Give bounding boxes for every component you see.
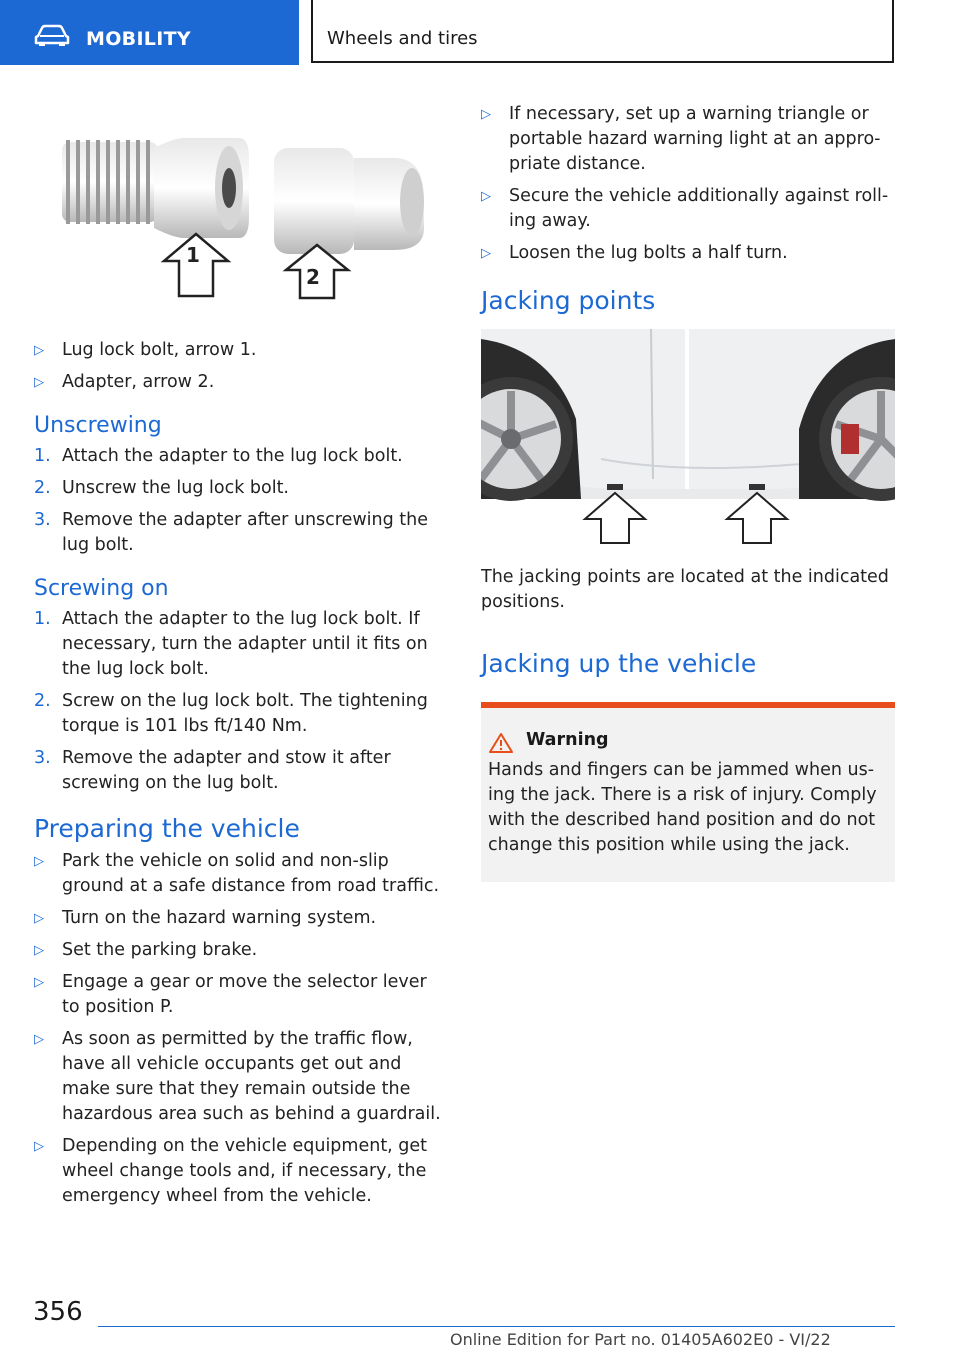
arrow-1 (164, 234, 228, 296)
heading-jacking-up: Jacking up the vehicle (481, 649, 757, 678)
list-item: ▷ Depending on the vehicle equipment, get wheel change tools and, if necessary, the emergency wheel from the vehicle. (34, 1136, 428, 1206)
bolt-thread (62, 140, 158, 224)
chapter-title: Wheels and tires (327, 28, 478, 49)
heading-preparing-vehicle: Preparing the vehicle (34, 814, 300, 843)
list-item: ▷ If necessary, set up a warning triangle or portable hazard warning light at an appro‐priate distance. (481, 104, 881, 174)
list-item: ▷ As soon as permitted by the traffic flow, have all vehicle occupants get out and make sure that they remain outside the hazardous area such as behind a guardrail. (34, 1029, 441, 1124)
list-item: ▷ Turn on the hazard warning system. (34, 908, 377, 928)
unscrewing-steps (34, 444, 448, 558)
step: 1. Attach the adapter to the lug lock bolt. If necessary, turn the adapter until it fits on the lug lock bolt. (34, 609, 428, 679)
list-item: ▷ Adapter, arrow 2. (34, 372, 215, 392)
heading-jacking-points: Jacking points (481, 286, 656, 315)
list-item: ▷ Loosen the lug bolts a half turn. (481, 243, 788, 263)
chapter-header (311, 0, 894, 63)
adapter (274, 148, 424, 254)
warning-triangle-icon (488, 732, 514, 754)
preparing-list (34, 849, 448, 1209)
step: 2. Unscrew the lug lock bolt. (34, 478, 289, 498)
car-icon (34, 24, 70, 46)
page-number: 356 (33, 1297, 83, 1327)
warning-title: Warning (526, 730, 609, 750)
svg-text:1: 1 (186, 243, 200, 267)
warning-box (481, 702, 895, 882)
footer-rule (98, 1326, 895, 1327)
section-label: MOBILITY (86, 28, 191, 50)
step: 3. Remove the adapter after unscrewing the lug bolt. (34, 510, 429, 555)
warning-text: Hands and fingers can be jammed when us‐ing the jack. There is a risk of injury. Comply with the described hand position and do not change this position while using the jack. (488, 760, 877, 855)
list-item: ▷ Engage a gear or move the selector lever to position P. (34, 972, 427, 1017)
list-item: ▷ Secure the vehicle additionally against roll‐ing away. (481, 186, 889, 231)
preparing-list-continued (481, 102, 895, 266)
heading-screwing-on: Screwing on (34, 576, 169, 601)
section-tab (0, 0, 299, 65)
heading-unscrewing: Unscrewing (34, 413, 162, 438)
step: 3. Remove the adapter and stow it after screwing on the lug bolt. (34, 748, 391, 793)
jacking-points-text: The jacking points are located at the indicated positions. (481, 567, 889, 612)
step: 2. Screw on the lug lock bolt. The tightening torque is 101 lbs ft/140 Nm. (34, 691, 428, 736)
edition-note: Online Edition for Part no. 01405A602E0 - VI/22 (450, 1330, 831, 1349)
screwing-on-steps (34, 607, 448, 796)
list-item: ▷ Park the vehicle on solid and non-slip ground at a safe distance from road traffic. (34, 851, 440, 896)
step: 1. Attach the adapter to the lug lock bolt. (34, 446, 403, 466)
lug-bolt-figure (34, 118, 448, 308)
jacking-points-figure (481, 329, 895, 547)
svg-text:2: 2 (306, 265, 320, 289)
list-item: ▷ Lug lock bolt, arrow 1. (34, 340, 257, 360)
parts-list (34, 338, 448, 395)
list-item: ▷ Set the parking brake. (34, 940, 258, 960)
